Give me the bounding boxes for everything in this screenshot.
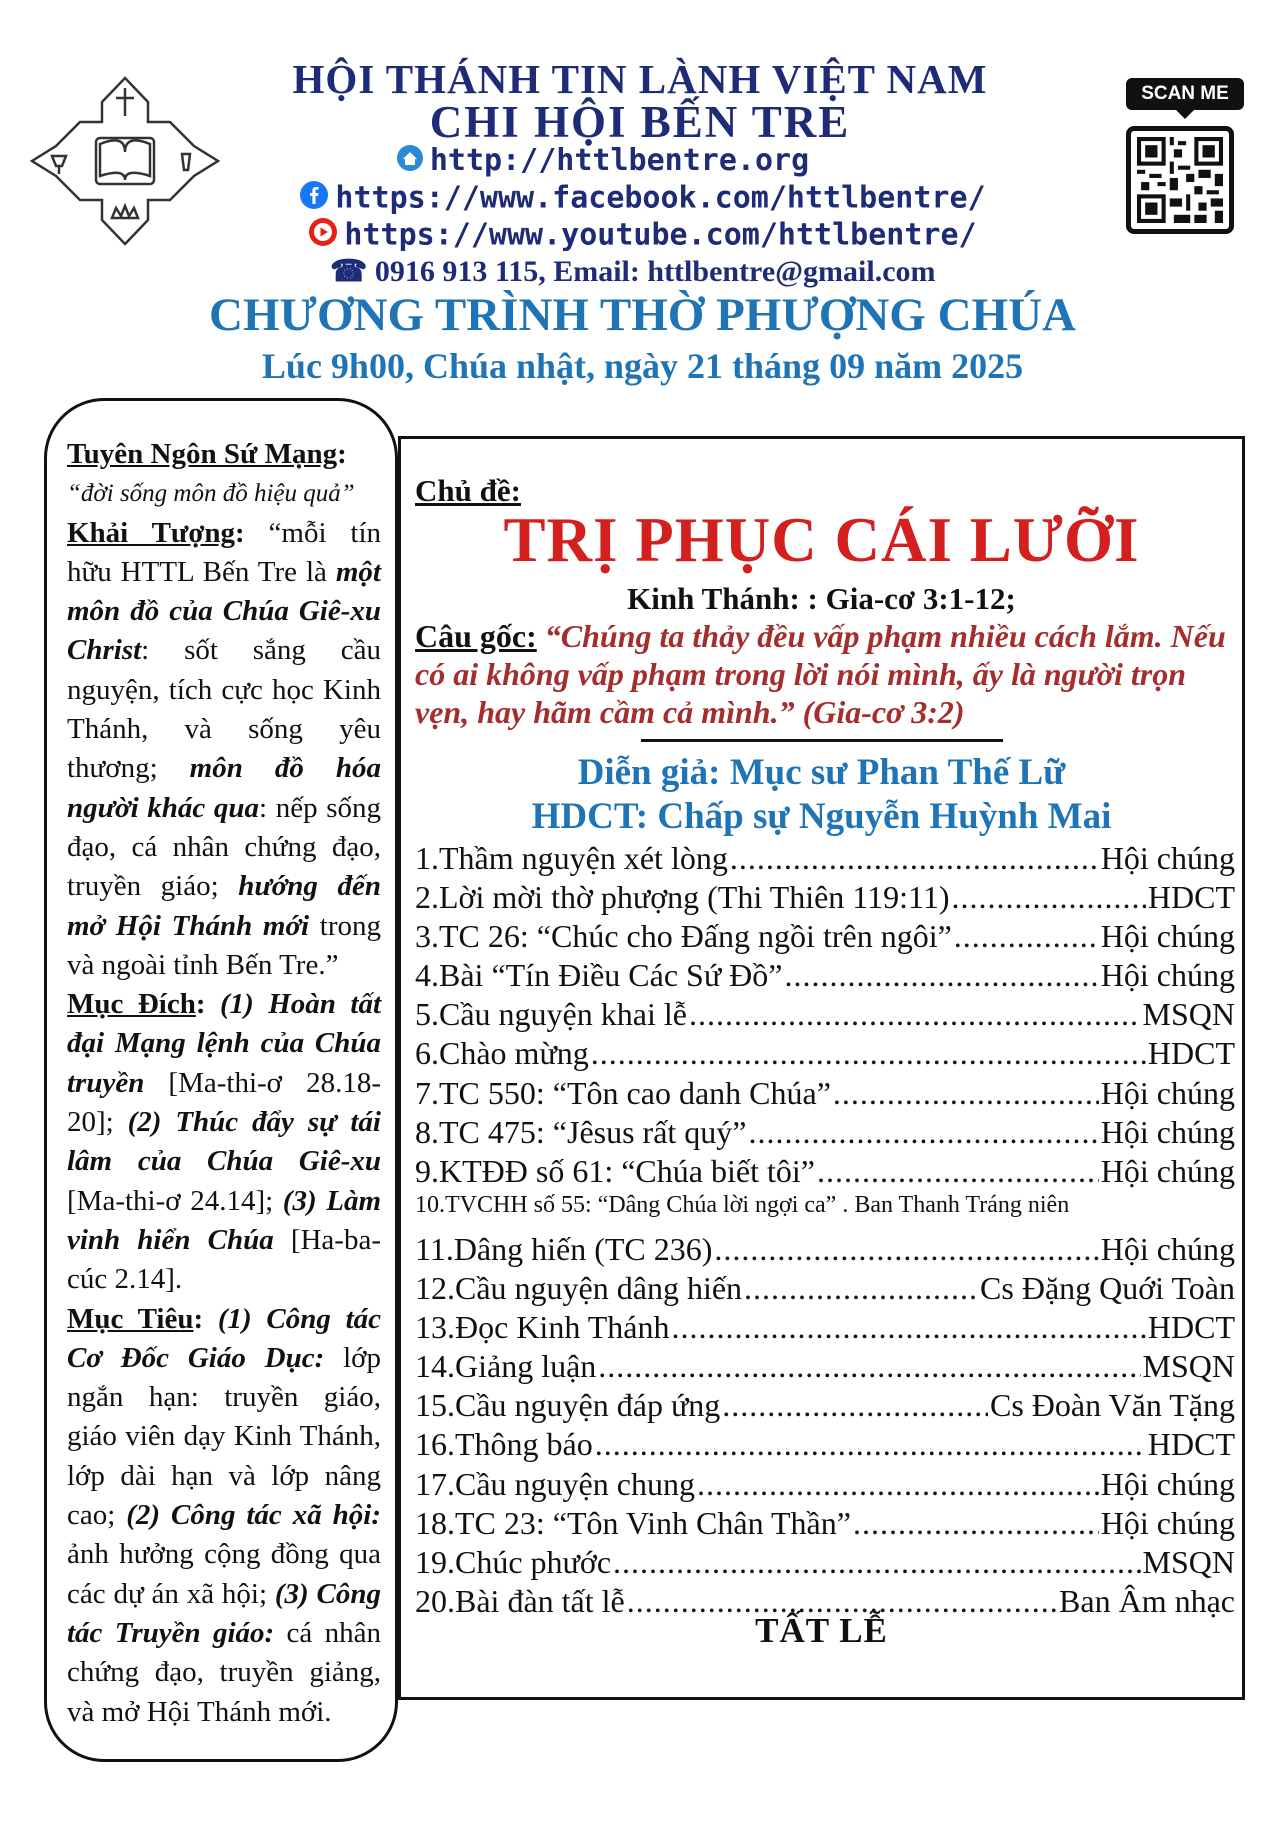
declaration-quote: “đời sống môn đồ hiệu quả”	[67, 480, 355, 508]
service-item: 12. Cầu nguyện dâng hiến ..... Cs Đặng Quới Toàn	[415, 1270, 1235, 1309]
youtube-link-row[interactable]	[0, 217, 1285, 255]
sermon-title: TRỊ PHỤC CÁI LƯỠI	[503, 505, 1140, 575]
service-item: 6. Chào mừng ..... HDCT	[415, 1035, 1235, 1074]
contact-line	[330, 254, 1030, 289]
home-icon	[396, 144, 424, 180]
closing-title: TẤT LỄ	[755, 1611, 888, 1650]
vision-text-1: “mỗi tín hữu HTTL Bến Tre là	[67, 516, 381, 588]
service-item: 1. Thầm nguyện xét lòng ..... Hội chúng	[415, 840, 1235, 879]
key-verse-text: “Chúng ta thảy đều vấp phạm nhiều cách lắm. Nếu có ai không vấp phạm trong lời nói mình, ấy là người trọn vẹn, hay hãm cầm cả mình.” (Gia-cơ 3:2)	[415, 618, 1226, 730]
service-item: 7. TC 550: “Tôn cao danh Chúa” ..... Hội chúng	[415, 1075, 1235, 1114]
scan-me-label: SCAN ME	[1126, 78, 1244, 110]
phone-icon: ☎	[330, 255, 368, 288]
key-verse	[415, 617, 1235, 731]
service-item: 15. Cầu nguyện đáp ứng ..... Cs Đoàn Văn Tặng	[415, 1387, 1235, 1426]
service-item: 5. Cầu nguyện khai lễ ..... MSQN	[415, 996, 1235, 1035]
vision-label: Khải Tượng	[67, 516, 236, 549]
facebook-icon	[299, 180, 329, 218]
service-item: 13. Đọc Kinh Thánh ..... HDCT	[415, 1309, 1235, 1348]
service-item: 17. Cầu nguyện chung ..... Hội chúng	[415, 1466, 1235, 1505]
speaker: Diễn giả: Mục sư Phan Thế Lữ	[577, 752, 1066, 793]
program-box	[398, 436, 1245, 1700]
purpose-label: Mục Đích	[67, 988, 196, 1021]
purpose-text-4: [Ma-thi-ơ 24.14];	[67, 1184, 283, 1217]
mission-text: Tuyên Ngôn Sứ Mạng: “đời sống môn đồ hiệu quả” Khải Tượng: “mỗi tín hữu HTTL Bến Tre là một môn đồ của Chúa Giê-xu Christ: sốt sắng cầu nguyện, tích cực học Kinh Thánh, và sống yêu thương; môn đồ hóa người khác qua: nếp sống đạo, cá nhân chứng đạo, truyền giáo; hướng đến mở Hội Thánh mới trong và ngoài tỉnh Bến Tre.” Mục Đích: (1) Hoàn tất đại Mạng lệnh của Chúa truyền [Ma-thi-ơ 28.18-20]; (2) Thúc đẩy sự tái lâm của Chúa Giê-xu [Ma-thi-ơ 24.14]; (3) Làm vinh hiển Chúa [Ha-ba-cúc 2.14]. Mục Tiêu: (1) Công tác Cơ Đốc Giáo Dục: lớp ngắn hạn: truyền giáo, giáo viên dạy Kinh Thánh, lớp dài hạn và lớp nâng cao; (2) Công tác xã hội: ảnh hưởng cộng đồng qua các dự án xã hội; (3) Công tác Truyền giáo: cá nhân chứng đạo, truyền giảng, và mở Hội Thánh mới.	[67, 438, 382, 1728]
service-item: 14. Giảng luận ..... MSQN	[415, 1348, 1235, 1387]
service-item: 18. TC 23: “Tôn Vinh Chân Thần” ..... Hội chúng	[415, 1505, 1235, 1544]
goal-text-3: (2) Công tác xã hội:	[126, 1499, 381, 1532]
church-name: HỘI THÁNH TIN LÀNH VIỆT NAM	[292, 56, 988, 102]
website-link-row[interactable]	[0, 143, 1245, 180]
branch-name: CHI HỘI BẾN TRE	[429, 97, 851, 147]
key-verse-label: Câu gốc:	[415, 618, 537, 654]
purpose-text-5: (3) Làm vinh hiển Chúa	[67, 1184, 382, 1256]
purpose-text-3: (2) Thúc đẩy sự tái lâm của Chúa Giê-xu	[67, 1106, 381, 1178]
topic-label: Chủ đề:	[415, 473, 521, 508]
service-item: 8. TC 475: “Jêsus rất quý” ..... Hội chúng	[415, 1114, 1235, 1153]
order-of-service	[415, 840, 1235, 1622]
divider	[641, 739, 1003, 742]
website-link[interactable]: http://httlbentre.org	[429, 143, 810, 178]
service-item: 19. Chúc phước ..... MSQN	[415, 1544, 1235, 1583]
goal-text-4: ảnh hưởng cộng đồng qua các dự án xã hội;	[67, 1538, 381, 1610]
service-item: 10. TVCHH số 55: “Dâng Chúa lời ngợi ca” . Ban Thanh Tráng niên	[415, 1191, 1070, 1218]
contact-text: 0916 913 115, Email: httlbentre@gmail.com	[374, 255, 936, 288]
vision-text-3: : sốt sắng cầu nguyện, tích cực học Kinh Thánh, và sống yêu thương;	[67, 634, 381, 785]
vision-text-7: trong và ngoài tỉnh Bến Tre.”	[67, 909, 381, 981]
service-item: 2. Lời mời thờ phượng (Thi Thiên 119:11) ..... HDCT	[415, 879, 1235, 918]
vision-text-6: hướng đến mở Hội Thánh mới	[67, 870, 381, 942]
service-item: 4. Bài “Tín Điều Các Sứ Đồ” ..... Hội chúng	[415, 957, 1235, 996]
goal-label: Mục Tiêu	[67, 1302, 194, 1335]
service-item: 3. TC 26: “Chúc cho Đấng ngồi trên ngôi” ..... Hội chúng	[415, 918, 1235, 957]
program-title: CHƯƠNG TRÌNH THỜ PHƯỢNG CHÚA	[209, 289, 1076, 341]
goal-text-1: (1) Công tác Cơ Đốc Giáo Dục:	[67, 1302, 381, 1374]
goal-text-5: (3) Công tác Truyền giáo:	[67, 1577, 381, 1649]
goal-text-6: cá nhân chứng đạo, truyền giảng, và mở Hội Thánh mới.	[67, 1616, 381, 1728]
purpose-text-6: [Ha-ba-cúc 2.14].	[67, 1223, 381, 1296]
purpose-text-1: (1) Hoàn tất đại Mạng lệnh của Chúa truyền	[67, 988, 382, 1099]
service-item: 20. Bài đàn tất lễ ..... Ban Âm nhạc	[415, 1583, 1235, 1622]
program-time: Lúc 9h00, Chúa nhật, ngày 21 tháng 09 năm 2025	[261, 346, 1024, 386]
vision-text-5: : nếp sống đạo, cá nhân chứng đạo, truyền giáo;	[67, 791, 381, 903]
declaration-label: Tuyên Ngôn Sứ Mạng	[67, 438, 338, 470]
youtube-icon	[308, 217, 338, 255]
mission-panel	[44, 398, 398, 1762]
youtube-link[interactable]: https://www.youtube.com/httlbentre/	[344, 217, 977, 253]
goal-text-2: lớp ngắn hạn: truyền giáo, giáo viên dạy Kinh Thánh, lớp dài hạn và lớp nâng cao;	[67, 1341, 381, 1532]
vision-text-4: môn đồ hóa người khác qua	[67, 752, 381, 824]
vision-text-2: một môn đồ của Chúa Giê-xu Christ	[67, 555, 381, 667]
service-item: 16. Thông báo ..... HDCT	[415, 1426, 1235, 1465]
scripture-reference: Kinh Thánh: : Gia-cơ 3:1-12;	[627, 581, 1016, 616]
facebook-link[interactable]: https://www.facebook.com/httlbentre/	[335, 180, 986, 216]
service-item: 11. Dâng hiến (TC 236) ..... Hội chúng	[415, 1231, 1235, 1270]
purpose-text-2: [Ma-thi-ơ 28.18-20];	[67, 1066, 381, 1139]
service-item: 9. KTĐĐ số 61: “Chúa biết tôi” ..... Hội chúng	[415, 1153, 1235, 1192]
facebook-link-row[interactable]	[0, 180, 1285, 218]
service-leader: HDCT: Chấp sự Nguyễn Huỳnh Mai	[531, 796, 1112, 837]
